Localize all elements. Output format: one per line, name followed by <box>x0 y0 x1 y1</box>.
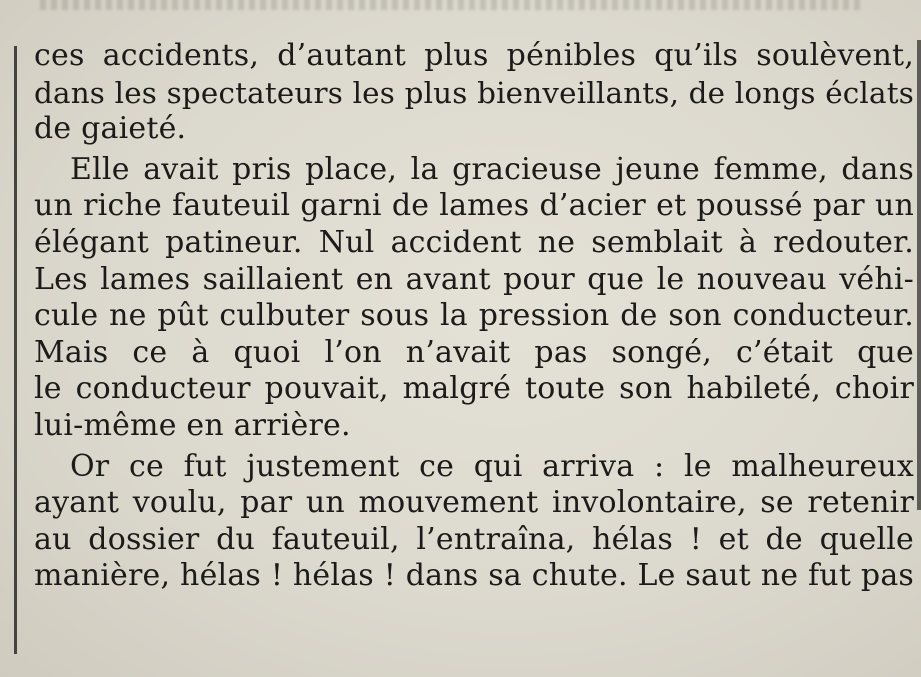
column-rule-right <box>917 40 921 510</box>
text-line: ayant voulu, par un mouvement involontaire, se retenir <box>34 485 914 521</box>
text-line: manière, hélas ! hélas ! dans sa chute. Le saut ne fut pas <box>34 558 914 594</box>
text-line: lui-même en arrière. <box>34 407 351 443</box>
text-line: un riche fauteuil garni de lames d’acier et poussé par un <box>34 188 914 224</box>
text-line: le conducteur pouvait, malgré toute son habileté, choir <box>34 371 914 407</box>
text-line: au dossier du fauteuil, l’entraîna, hélas ! et de quelle <box>34 521 914 557</box>
text-line: dans les spectateurs les plus bienveillants, de longs éclats <box>34 75 914 110</box>
text-line: élégant patineur. Nul accident ne semblait à redouter. <box>34 224 914 260</box>
text-line: Les lames saillaient en avant pour que le nouveau véhi- <box>34 261 914 297</box>
text-line: cule ne pût culbuter sous la pression de son conducteur. <box>34 298 914 334</box>
text-column <box>34 38 914 595</box>
text-line: de gaieté. <box>34 111 187 147</box>
text-line: Elle avait pris place, la gracieuse jeune femme, dans <box>70 151 914 187</box>
text-line: ces accidents, d’autant plus pénibles qu’ils soulèvent, <box>34 38 914 73</box>
column-rule-left <box>14 46 17 654</box>
text-line: Mais ce à quoi l’on n’avait pas songé, c’était que <box>34 334 914 370</box>
text-line: Or ce fut justement ce qui arriva : le malheureux <box>70 448 914 484</box>
bleed-through-text <box>40 0 860 10</box>
